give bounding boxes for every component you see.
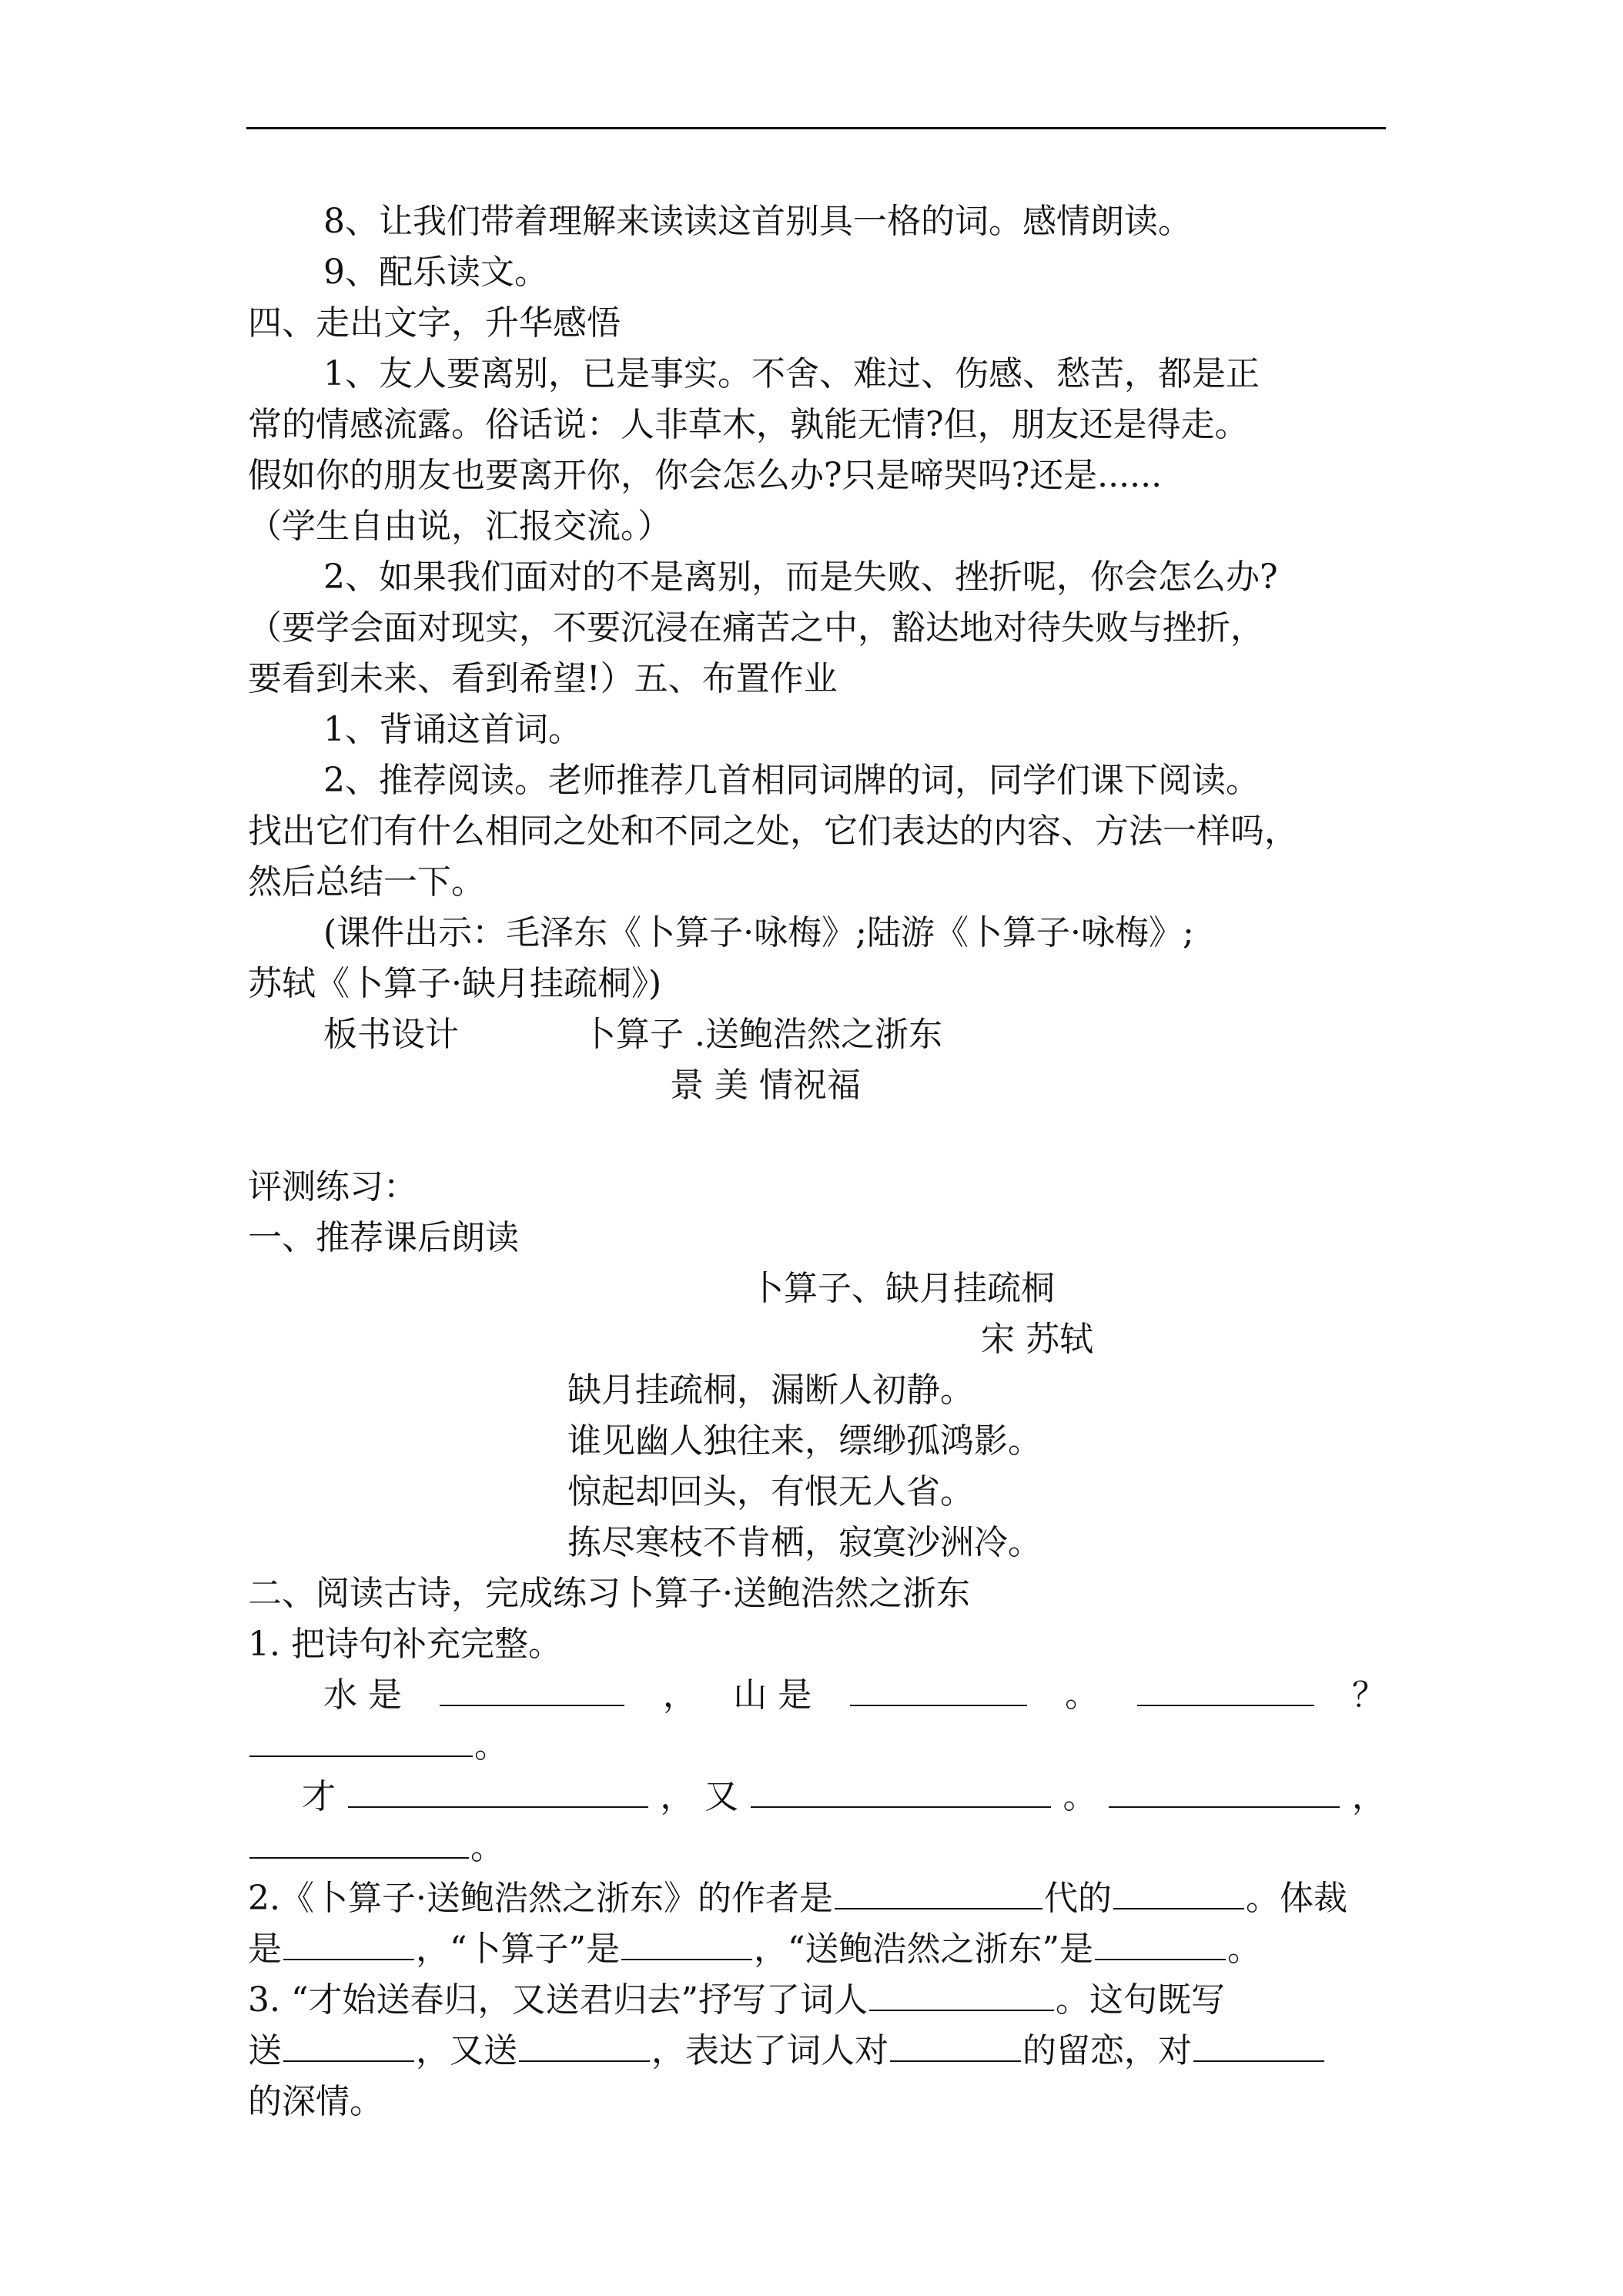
- question-3-line1: [248, 1975, 1386, 2026]
- document-body: [248, 196, 1386, 2127]
- question-3-line2: [248, 2026, 1386, 2077]
- board-title: 卜算子 .送鲍浩然之浙东: [582, 1015, 942, 1054]
- blank[interactable]: [751, 1776, 1051, 1808]
- eval-heading: 评测练习：: [248, 1167, 417, 1207]
- q1-row2-end: 。: [470, 1828, 504, 1867]
- q3-text-a: 3. “才始送春归，又送君归去”抒写了词人: [248, 1980, 868, 2020]
- courseware-line1: (课件出示：毛泽东《卜算子·咏梅》;陆游《卜算子·咏梅》;: [323, 913, 1194, 952]
- q1-row1-end: 。: [474, 1726, 508, 1766]
- step-8: 8、让我们带着理解来读读这首别具一格的词。感情朗读。: [323, 202, 1192, 241]
- q3-text-f: 的留恋，对: [1022, 2031, 1192, 2070]
- homework-2-line1: 2、推荐阅读。老师推荐几首相同词牌的词，同学们课下阅读。: [323, 761, 1260, 800]
- blank[interactable]: [835, 1877, 1042, 1909]
- q1-row2-seg5: ，: [1351, 1777, 1386, 1816]
- s4-para1-line3: 假如你的朋友也要离开你，你会怎么办?只是啼哭吗?还是......: [248, 456, 1163, 495]
- s4-para1-line2: 常的情感流露。俗话说：人非草木，孰能无情?但，朋友还是得走。: [248, 405, 1249, 444]
- blank[interactable]: [1113, 1877, 1244, 1909]
- poem-line-3: 惊起却回头，有恨无人省。: [567, 1472, 974, 1511]
- blank[interactable]: [283, 2030, 414, 2062]
- q1-row1-seg2: ，: [662, 1675, 697, 1715]
- poem-line-2: 谁见幽人独往来，缥缈孤鸿影。: [567, 1421, 1042, 1461]
- question-2-line1: [248, 1873, 1386, 1924]
- homework-2-line3: 然后总结一下。: [248, 862, 485, 902]
- step-9: 9、配乐读文。: [323, 253, 548, 292]
- courseware-line2: 苏轼《卜算子·缺月挂疏桐》): [248, 964, 662, 1003]
- q1-row2-seg3: 又: [704, 1777, 739, 1816]
- blank[interactable]: [869, 1979, 1054, 2011]
- q2-text-g: 。: [1227, 1930, 1261, 1969]
- q1-row2-cont: [248, 1822, 1386, 1873]
- s4-para2-line1: 2、如果我们面对的不是离别，而是失败、挫折呢，你会怎么办?: [323, 557, 1278, 597]
- q1-row1-cont: [248, 1721, 1386, 1772]
- board-label: 板书设计: [323, 1015, 459, 1054]
- q1-row1-seg3: 山 是: [733, 1675, 812, 1715]
- header-rule: [246, 127, 1386, 129]
- question-2-line2: [248, 1924, 1386, 1975]
- exercise-1-heading: 一、推荐课后朗读: [248, 1218, 519, 1257]
- q1-row2-seg2: ，: [660, 1777, 694, 1816]
- blank[interactable]: [249, 1826, 469, 1859]
- q2-text-d: 是: [248, 1930, 282, 1969]
- q2-text-c: 。体裁: [1245, 1879, 1347, 1918]
- s4-para1-line1: 1、友人要离别，已是事实。不舍、难过、伤感、愁苦，都是正: [323, 354, 1260, 393]
- blank[interactable]: [348, 1776, 648, 1808]
- q2-text-e: ，“卜算子”是: [416, 1930, 620, 1969]
- board-line2: 景 美 情祝福: [670, 1066, 861, 1105]
- section-4-heading: 四、走出文字，升华感悟: [248, 303, 621, 343]
- poem-line-1: 缺月挂疏桐，漏断人初静。: [567, 1371, 974, 1410]
- q1-row1-seg4: 。: [1065, 1675, 1099, 1715]
- q1-row1-seg1: 水 是: [323, 1675, 402, 1715]
- q1-row2: [248, 1772, 1386, 1822]
- poem-line-4: 拣尽寒枝不肯栖，寂寞沙洲冷。: [567, 1523, 1042, 1562]
- q1-row1-seg5: ？: [1351, 1675, 1386, 1715]
- spacer: [248, 1111, 1386, 1162]
- exercise-2-heading: 二、阅读古诗，完成练习卜算子·送鲍浩然之浙东: [248, 1574, 970, 1613]
- question-1-label: 1. 把诗句补充完整。: [248, 1625, 562, 1664]
- homework-2-line2: 找出它们有什么相同之处和不同之处，它们表达的内容、方法一样吗，: [248, 812, 1298, 851]
- q1-row1: [248, 1670, 1386, 1721]
- q1-row2-seg1: 才: [302, 1777, 336, 1816]
- s4-para2-line3: 要看到未来、看到希望!）五、布置作业: [248, 659, 838, 698]
- blank[interactable]: [621, 1928, 752, 1960]
- s4-para2-line2: （要学会面对现实，不要沉浸在痛苦之中，豁达地对待失败与挫折，: [248, 608, 1264, 648]
- q3-text-e: ，表达了词人对: [651, 2031, 888, 2070]
- blank[interactable]: [1095, 1928, 1226, 1960]
- blank[interactable]: [1193, 2030, 1324, 2062]
- q2-text-f: ，“送鲍浩然之浙东”是: [754, 1930, 1093, 1969]
- q2-text-a: 2.《卜算子·送鲍浩然之浙东》的作者是: [248, 1879, 833, 1918]
- blank[interactable]: [440, 1674, 624, 1706]
- blank[interactable]: [283, 1928, 414, 1960]
- q1-row2-seg4: 。: [1062, 1777, 1097, 1816]
- s4-para1-line4: （学生自由说，汇报交流。）: [248, 507, 671, 546]
- q2-text-b: 代的: [1043, 1879, 1112, 1918]
- blank[interactable]: [890, 2030, 1021, 2062]
- board-design: [248, 1009, 1386, 1060]
- blank[interactable]: [519, 2030, 650, 2062]
- blank[interactable]: [1137, 1674, 1314, 1706]
- poem-author: 宋 苏轼: [981, 1320, 1093, 1359]
- q3-text-b: 。这句既写: [1055, 1980, 1225, 2020]
- q3-text-c: 送: [248, 2031, 282, 2070]
- poem-title: 卜算子、缺月挂疏桐: [750, 1269, 1055, 1308]
- q3-text-d: ，又送: [416, 2031, 517, 2070]
- blank[interactable]: [850, 1674, 1027, 1706]
- homework-1: 1、背诵这首词。: [323, 710, 582, 749]
- blank[interactable]: [249, 1725, 473, 1757]
- blank[interactable]: [1109, 1776, 1340, 1808]
- question-3-line3: 的深情。: [248, 2082, 383, 2121]
